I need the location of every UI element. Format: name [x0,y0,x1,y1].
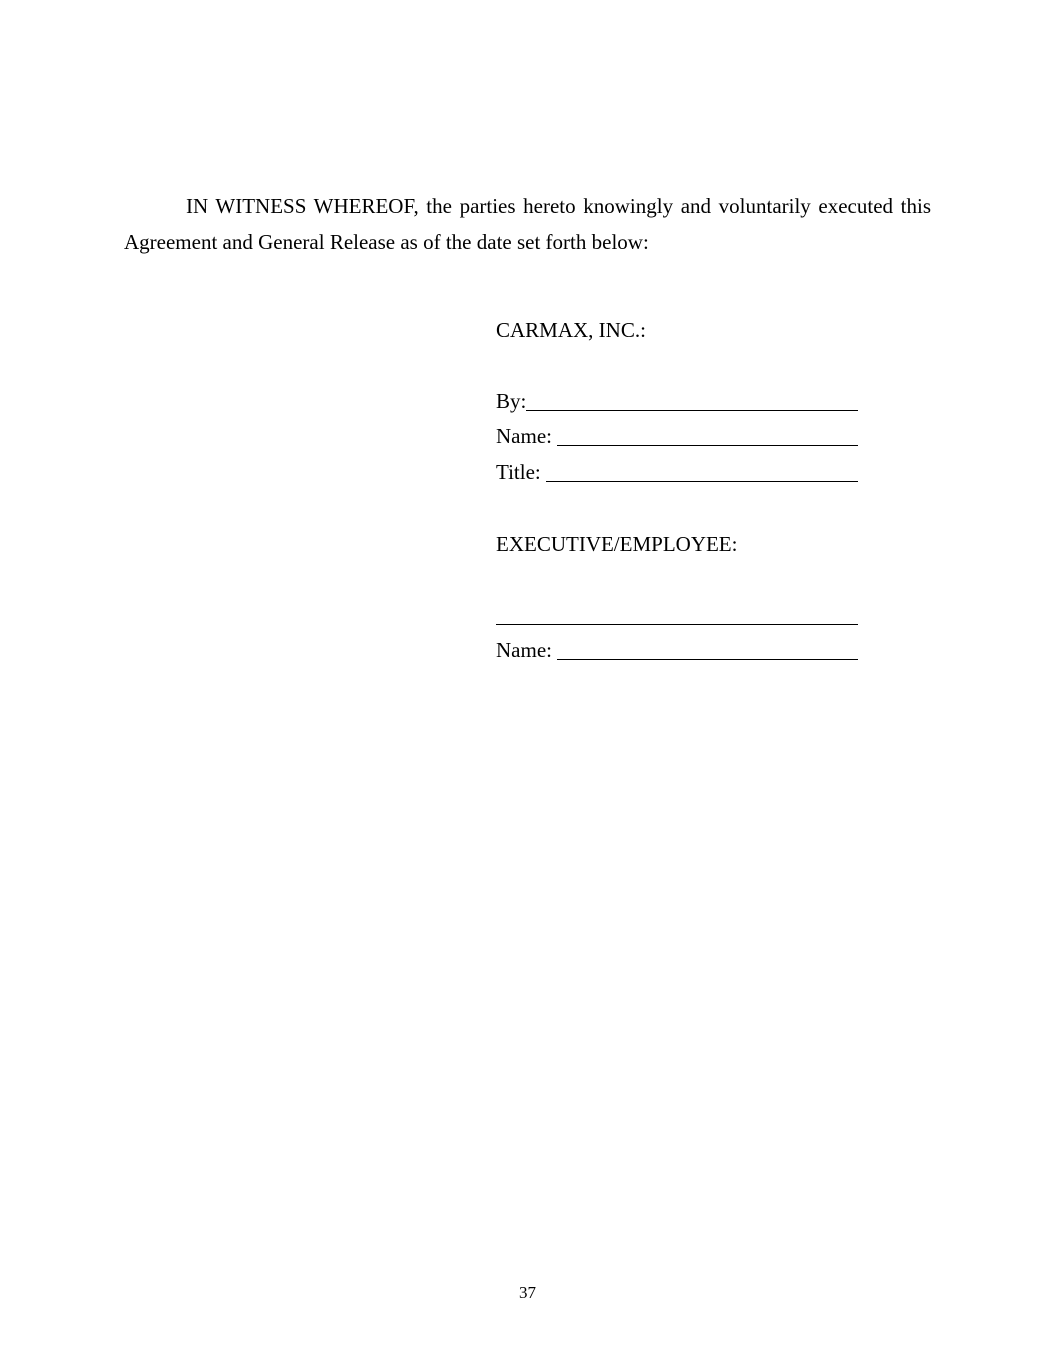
company-title-label: Title: [496,460,541,484]
employee-name-label: Name: [496,638,552,662]
company-name-line [496,424,858,448]
employee-signature-rule [496,624,858,625]
employee-name-rule [557,639,858,660]
company-heading: CARMAX, INC.: [496,318,646,342]
employee-heading: EXECUTIVE/EMPLOYEE: [496,532,738,556]
company-name-label: Name: [496,424,552,448]
witness-paragraph: IN WITNESS WHEREOF, the parties hereto knowingly and voluntarily executed this Agreement and General Release as of the date set forth below: [124,194,931,254]
company-by-line [496,389,858,413]
by-signature-rule [526,390,858,411]
by-label: By: [496,389,527,413]
company-title-line [496,460,858,484]
employee-name-line [496,638,858,662]
company-title-rule [546,461,858,482]
page-number: 37 [519,1283,536,1302]
company-name-rule [557,425,858,446]
